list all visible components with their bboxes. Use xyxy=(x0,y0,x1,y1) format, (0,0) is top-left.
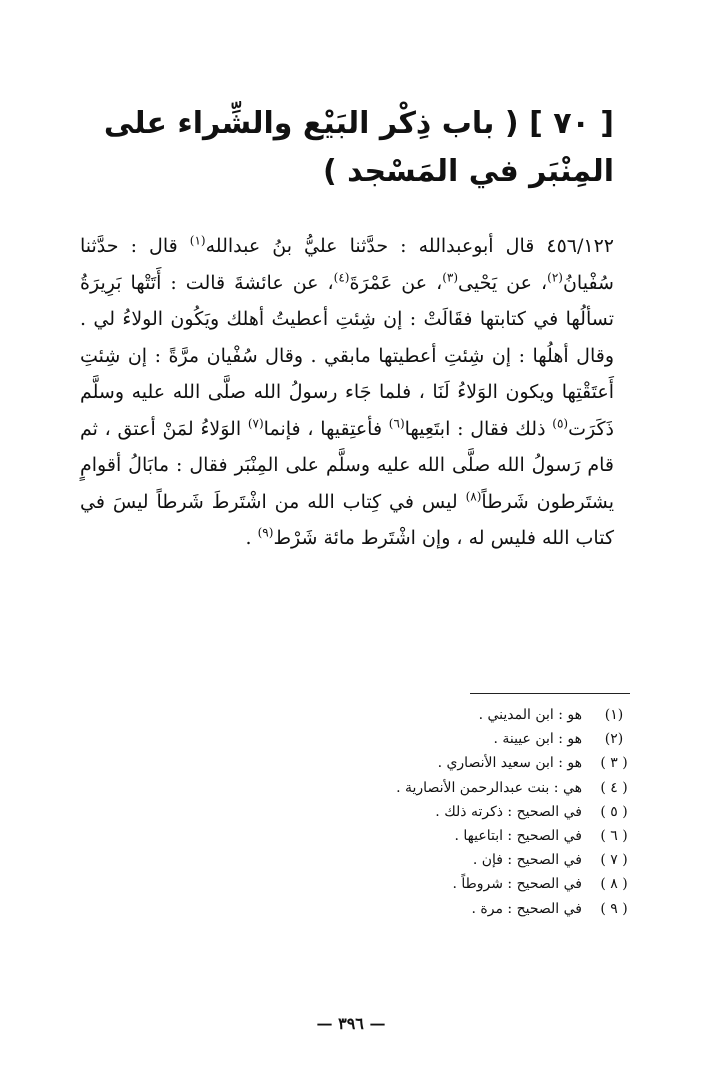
footnote-ref: (٦) xyxy=(388,416,405,431)
hadith-segment: ليس في كِتاب الله من اشْتَرطَ شَرطاً ليسَ في كتاب الله فليس له ، وإن اشْتَرط مائة شَرْط xyxy=(80,490,614,549)
footnote xyxy=(232,848,632,872)
footnote-number: ( ٣ ) xyxy=(600,755,628,772)
chapter-number: [ ٧٠ ] xyxy=(529,106,614,141)
footnote xyxy=(232,872,632,896)
footnote-number: ( ٥ ) xyxy=(600,803,628,820)
footnote-ref: (٨) xyxy=(465,489,482,504)
footnote xyxy=(232,897,632,921)
footnote xyxy=(232,703,632,727)
hadith-segment: قال : حدَّثنا سُفْيانُ xyxy=(80,235,614,294)
footnote-text: هو : ابن عيينة . xyxy=(493,731,582,748)
page-number: — ٣٩٦ — xyxy=(316,1014,386,1033)
footnote-number: (٢) xyxy=(604,731,624,748)
footnotes-list xyxy=(232,703,632,921)
footnote-number: (١) xyxy=(604,707,624,723)
footnote xyxy=(232,751,632,775)
hadith-segment: ، عن عائشةَ قالت : أَتَتْها بَرِيرَةُ تسألُها في كتابتها فقَالَتْ : إن شِئتِ أعطيتُ أهلك ويَكُون الولاءُ لي . وقال أهلُها : إن شِئتِ أعطيتها مابقي . وقال سُفْيان مرَّةً : إن شِئتِ أَعتَقْتِها ويكون الوَلاءُ لَنَا ، فلما جَاء رسولُ الله صلَّى الله عليه وسلَّم ذَكَرَت xyxy=(80,271,614,440)
hadith-segment: ٤٥٦/١٢٢ قال أبوعبدالله : حدَّثنا عليُّ بنُ عبدالله xyxy=(205,235,615,257)
footnote-text: في الصحيح : مرة . xyxy=(471,900,582,917)
chapter-heading xyxy=(74,100,614,196)
hadith-segment: . xyxy=(245,527,258,549)
hadith-segment: ، عن يَحْيى xyxy=(458,271,548,294)
footnote-ref: (٢) xyxy=(547,270,563,285)
footnote-ref: (١) xyxy=(189,233,206,248)
footnote-number: ( ٧ ) xyxy=(600,852,628,869)
footnote-ref: (٧) xyxy=(247,416,264,431)
hadith-segment: الوَلاءُ لمَنْ أعتق ، ثم قام رَسولُ الله صلَّى الله عليه وسلَّم على المِنْبَر فقال : مابَالُ أقوامٍ يشتَرطون شَرطاً xyxy=(80,417,614,513)
footnote-text: هي : بنت عبدالرحمن الأنصارية . xyxy=(396,779,582,796)
hadith-segment: ذلك فقال : ابتَعِيها xyxy=(404,417,553,440)
hadith-segment: ، عن عَمْرَةَ xyxy=(349,271,443,294)
footnote xyxy=(232,800,632,824)
footnote-number: ( ٤ ) xyxy=(600,779,628,796)
footnote-ref: (٣) xyxy=(442,270,459,285)
footnote-text: في الصحيح : فإن . xyxy=(472,852,582,869)
chapter-title: ( باب ذِكْر البَيْع والشِّراء على المِنْبَر في المَسْجد ) xyxy=(103,106,614,189)
footnote-ref: (٥) xyxy=(552,416,569,431)
footnote-text: في الصحيح : ابتاعيها . xyxy=(454,828,582,845)
hadith-segment: فأعتِقيها ، فإنما xyxy=(263,417,389,440)
footnote xyxy=(232,727,632,751)
footnote-text: في الصحيح : ذكرته ذلك . xyxy=(435,803,582,820)
footnote-number: ( ٩ ) xyxy=(600,900,628,917)
footnote xyxy=(232,776,632,800)
hadith-text xyxy=(80,228,614,557)
footnote-divider xyxy=(470,693,630,694)
footnote-number: ( ٦ ) xyxy=(600,828,628,845)
footnote-text: في الصحيح : شروطاً . xyxy=(452,876,582,893)
footnote-text: هو : ابن سعيد الأنصاري . xyxy=(437,755,582,772)
footnote-text: هو : ابن المديني . xyxy=(478,707,582,723)
footnote-number: ( ٨ ) xyxy=(600,876,628,893)
footnote-ref: (٤) xyxy=(333,270,350,285)
footnote xyxy=(232,824,632,848)
footnote-ref: (٩) xyxy=(257,525,274,540)
